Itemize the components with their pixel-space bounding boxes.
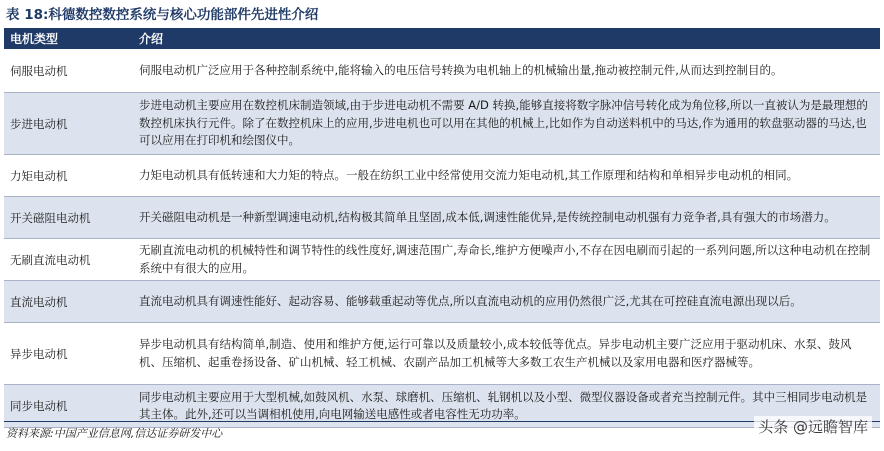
table-row-brushless-dc <box>4 239 880 281</box>
row-type: 无刷直流电动机 <box>10 252 91 267</box>
row-intro: 步进电动机主要应用在数控机床制造领域,由于步进电动机不需要 A/D 转换,能够直接将数字脉冲信号转化成为角位移,所以一直被认为是最理想的数控机床执行元件。除了在数控机床上的应用,步进电机也可以用在其他的机械上,比如作为自动送料机中的马达,作为通用的软盘驱动器的马达,也可以应用在打印机和绘图仪中。 <box>139 98 868 148</box>
table-row-torque <box>4 155 880 197</box>
row-intro: 直流电动机具有调速性能好、起动容易、能够载重起动等优点,所以直流电动机的应用仍然很广泛,尤其在可控硅直流电源出现以后。 <box>139 293 802 308</box>
row-intro: 力矩电动机具有低转速和大力矩的特点。一般在纺织工业中经常使用交流力矩电动机,其工作原理和结构和单相异步电动机的相同。 <box>139 167 799 182</box>
row-type: 同步电动机 <box>10 399 68 413</box>
table-row-dc <box>4 281 880 323</box>
column-header-type: 电机类型 <box>10 32 59 46</box>
table-header <box>4 30 880 49</box>
table-row-stepper <box>4 93 880 155</box>
row-type: 直流电动机 <box>10 294 68 309</box>
row-type: 开关磁阻电动机 <box>10 210 91 225</box>
row-intro: 同步电动机主要应用于大型机械,如鼓风机、水泵、球磨机、压缩机、轧钢机以及小型、微型仪器设备或者充当控制元件。其中三相同步电动机是其主体。此外,还可以当调相机使用,向电网输送电感性或者电容性无功功率。 <box>139 389 868 421</box>
table-title: 表 18:科德数控数控系统与核心功能部件先进性介绍 <box>6 7 319 23</box>
table-row-servo <box>4 49 880 93</box>
watermark: 头条 @远瞻智库 <box>754 416 872 437</box>
row-type: 异步电动机 <box>10 346 68 361</box>
row-intro: 异步电动机具有结构简单,制造、使用和维护方便,运行可靠以及质量较小,成本较低等优点。异步电动机主要广泛应用于驱动机床、水泵、鼓风机、压缩机、起重卷扬设备、矿山机械、轻工机械、农副产品加工机械等大多数工农生产机械以及家用电器和医疗器械等。 <box>139 337 852 369</box>
table-bottom-divider <box>4 421 880 422</box>
table-row-asynchronous <box>4 323 880 385</box>
row-intro: 无刷直流电动机的机械特性和调节特性的线性度好,调速范围广,寿命长,维护方便噪声小,不存在因电刷而引起的一系列问题,所以这种电动机在控制系统中有很大的应用。 <box>139 243 871 275</box>
column-header-intro: 介绍 <box>139 32 164 46</box>
table-body <box>4 49 880 428</box>
row-type: 伺服电动机 <box>10 63 68 78</box>
row-type: 步进电动机 <box>10 116 68 131</box>
table-row-switched-reluctance <box>4 197 880 239</box>
row-intro: 开关磁阻电动机是一种新型调速电动机,结构极其简单且坚固,成本低,调速性能优异,是传统控制电动机强有力竞争者,具有强大的市场潜力。 <box>139 209 836 224</box>
row-intro: 伺服电动机广泛应用于各种控制系统中,能将输入的电压信号转换为电机轴上的机械输出量,拖动被控制元件,从而达到控制目的。 <box>139 62 783 77</box>
source-note: 资料来源:中国产业信息网,信达证券研发中心 <box>6 427 223 440</box>
row-type: 力矩电动机 <box>10 168 68 183</box>
